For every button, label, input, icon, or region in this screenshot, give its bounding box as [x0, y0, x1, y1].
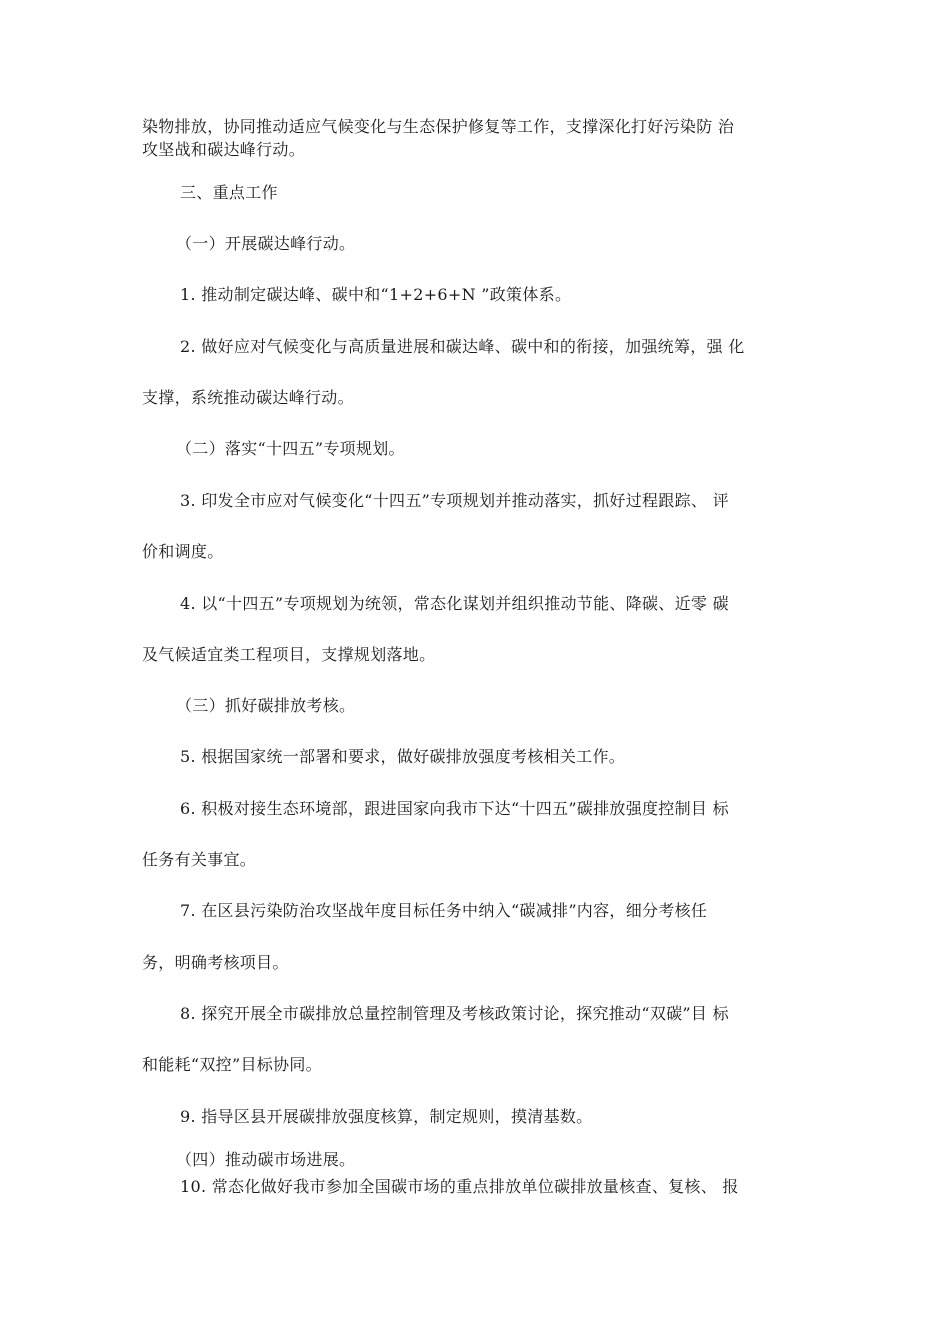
- subsection-heading: （二）落实“十四五”专项规划。: [176, 439, 405, 458]
- paragraph-line: 染物排放，协同推动适应气候变化与生态保护修复等工作，支撑深化打好污染防 治: [142, 117, 735, 136]
- list-item: 6. 积极对接生态环境部，跟进国家向我市下达“十四五”碳排放强度控制目 标: [180, 799, 729, 818]
- list-item: 10. 常态化做好我市参加全国碳市场的重点排放单位碳排放量核查、复核、 报: [180, 1177, 739, 1196]
- list-item-continuation: 务，明确考核项目。: [142, 953, 289, 972]
- list-item-continuation: 及气候适宜类工程项目，支撑规划落地。: [142, 645, 436, 664]
- list-item-continuation: 支撑，系统推动碳达峰行动。: [142, 388, 354, 407]
- list-item: 7. 在区县污染防治攻坚战年度目标任务中纳入“碳减排”内容，细分考核任: [180, 901, 708, 920]
- list-item: 5. 根据国家统一部署和要求，做好碳排放强度考核相关工作。: [180, 747, 626, 766]
- list-item: 4. 以“十四五”专项规划为统领，常态化谋划并组织推动节能、降碳、近零 碳: [180, 594, 729, 613]
- subsection-heading: （三）抓好碳排放考核。: [176, 696, 356, 715]
- list-item-continuation: 和能耗“双控”目标协同。: [142, 1055, 322, 1074]
- section-heading: 三、重点工作: [180, 183, 278, 202]
- paragraph-line: 攻坚战和碳达峰行动。: [142, 140, 306, 159]
- list-item: 3. 印发全市应对气候变化“十四五”专项规划并推动落实，抓好过程跟踪、 评: [180, 491, 729, 510]
- subsection-heading: （四）推动碳市场进展。: [176, 1150, 356, 1169]
- list-item: 2. 做好应对气候变化与高质量进展和碳达峰、碳中和的衔接，加强统筹，强 化: [180, 337, 745, 356]
- subsection-heading: （一）开展碳达峰行动。: [176, 234, 356, 253]
- list-item: 8. 探究开展全市碳排放总量控制管理及考核政策讨论，探究推动“双碳”目 标: [180, 1004, 729, 1023]
- list-item-continuation: 价和调度。: [142, 542, 224, 561]
- list-item: 1. 推动制定碳达峰、碳中和“1+2+6+N ”政策体系。: [180, 285, 572, 304]
- list-item-continuation: 任务有关事宜。: [142, 850, 257, 869]
- list-item: 9. 指导区县开展碳排放强度核算，制定规则，摸清基数。: [180, 1107, 593, 1126]
